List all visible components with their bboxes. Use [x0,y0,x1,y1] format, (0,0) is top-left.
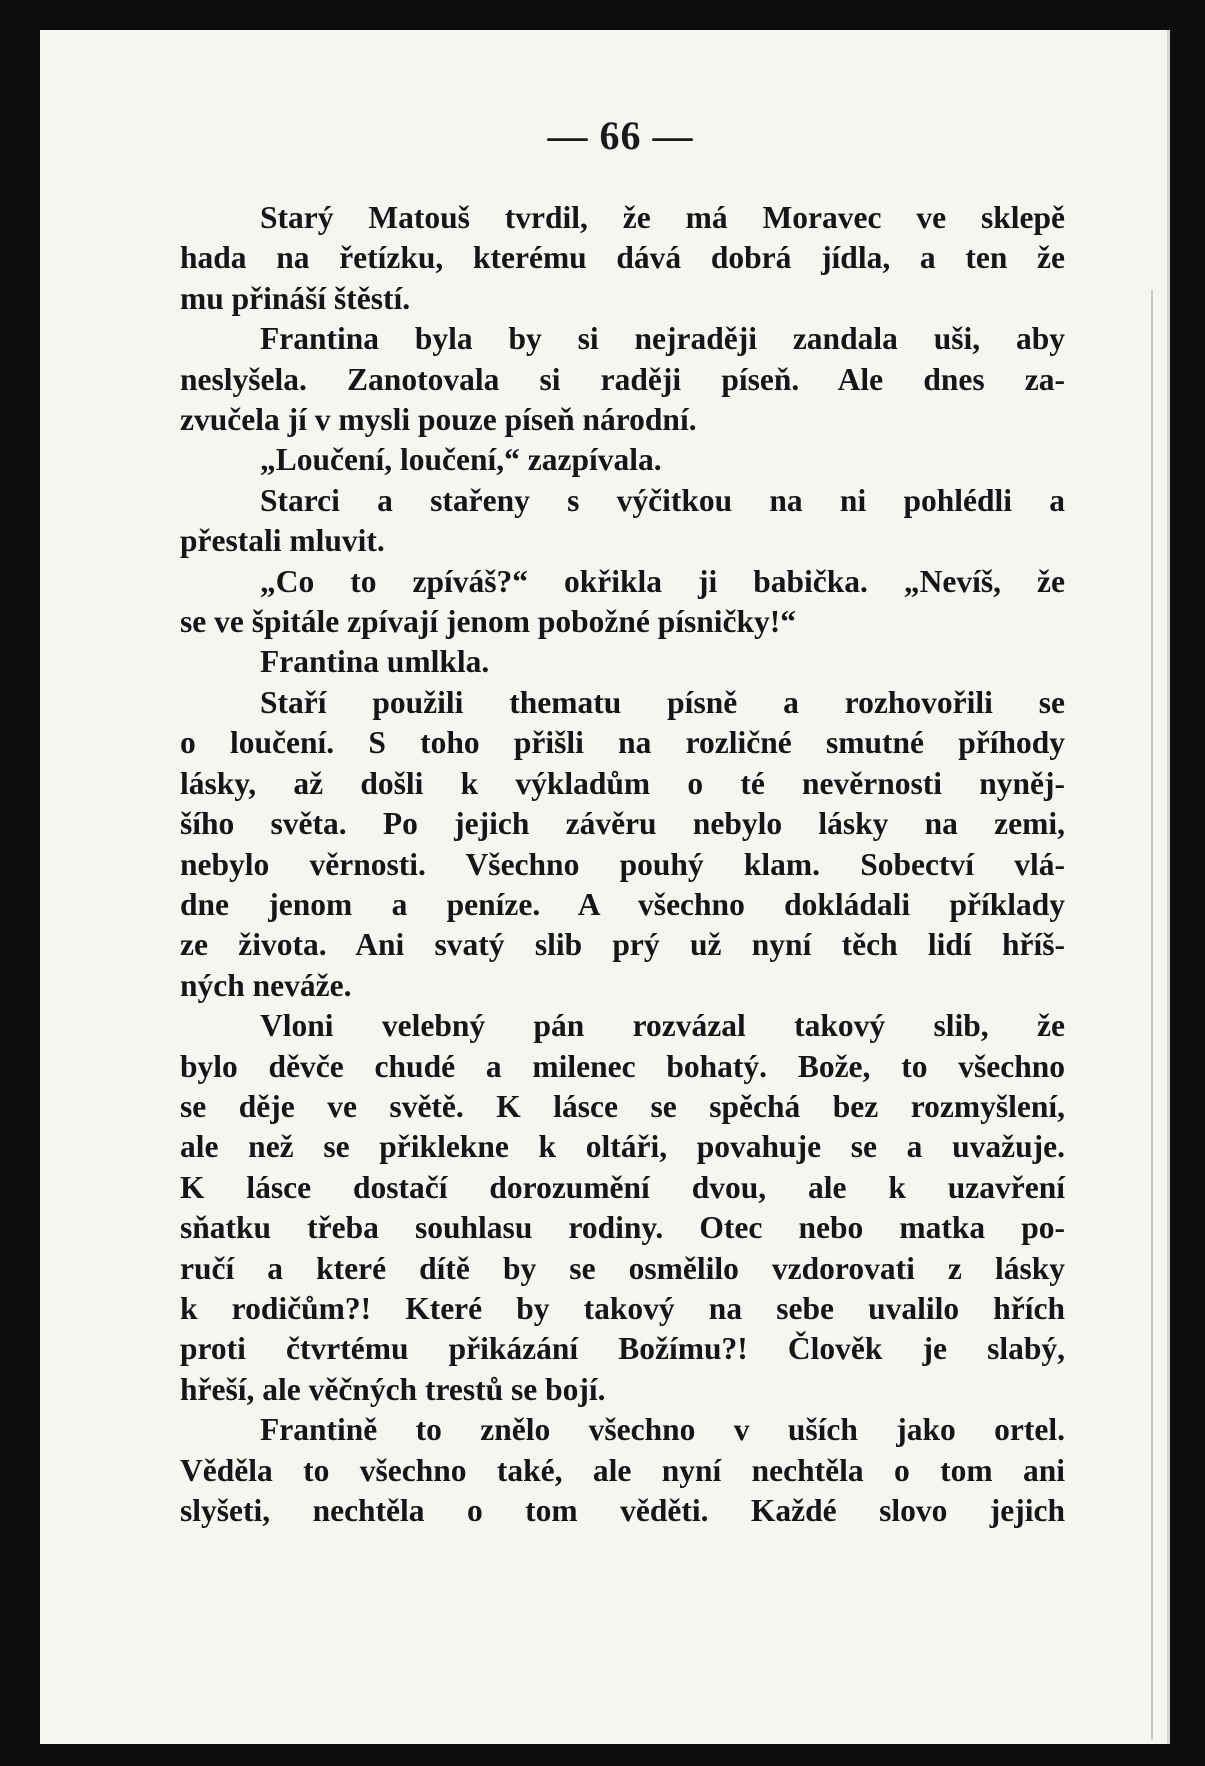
page-edge-shadow [1151,290,1153,1740]
text-line: ze života. Ani svatý slib prý už nyní těch lidí hříš- [180,927,1065,963]
text-line: hada na řetízku, kterému dává dobrá jídla, a ten že [180,240,1065,276]
text-line: slyšeti, nechtěla o tom věděti. Každé slovo jejich [180,1493,1065,1528]
text-line: mu přináší štěstí. [180,280,411,316]
text-line: šího světa. Po jejich závěru nebylo lásky na zemi, [180,806,1065,842]
text-line: se děje ve světě. K lásce se spěchá bez rozmyšlení, [180,1088,1065,1124]
text-line: „Co to zpíváš?“ okřikla ji babička. „Nevíš, že [260,563,1065,599]
text-line: Frantina byla by si nejraději zandala uši, aby [260,321,1065,357]
text-line: proti čtvrtému přikázání Božímu?! Člověk je slabý, [180,1331,1065,1367]
text-line: Starý Matouš tvrdil, že má Moravec ve sklepě [260,200,1065,235]
text-line: sňatku třeba souhlasu rodiny. Otec nebo matka po- [180,1210,1065,1246]
page-number: — 66 — [547,113,694,158]
text-line: Starci a stařeny s výčitkou na ni pohlédli a [260,482,1065,518]
text-line: ných neváže. [180,967,352,1003]
text-line: Vloni velebný pán rozvázal takový slib, že [260,1008,1065,1044]
text-line: ručí a které dítě by se osmělilo vzdorovati z lásky [180,1250,1065,1286]
text-line: neslyšela. Zanotovala si raději píseň. Ale dnes za- [180,361,1065,397]
text-line: Staří použili thematu písně a rozhovořili se [260,684,1065,720]
text-line: k rodičům?! Které by takový na sebe uvalilo hřích [180,1290,1065,1326]
text-line: „Loučení, loučení,“ zazpívala. [260,442,662,478]
text-line: zvučela jí v mysli pouze píseň národní. [180,402,697,438]
book-page [40,30,1170,1744]
body-text [180,198,1065,1531]
text-line: lásky, až došli k výkladům o té nevěrnosti nyněj- [180,765,1065,801]
text-line: Věděla to všechno také, ale nyní nechtěla o tom ani [180,1452,1065,1488]
text-line: Frantině to znělo všechno v uších jako ortel. [260,1412,1065,1448]
text-line: Frantina umlkla. [260,644,490,680]
text-line: se ve špitále zpívají jenom pobožné písničky!“ [180,604,797,640]
text-line: bylo děvče chudé a milenec bohatý. Bože, to všechno [180,1048,1065,1084]
text-line: ale než se přiklekne k oltáři, povahuje se a uvažuje. [180,1129,1065,1165]
text-line: přestali mluvit. [180,523,385,559]
text-line: K lásce dostačí dorozumění dvou, ale k uzavření [180,1169,1065,1205]
text-line: nebylo věrnosti. Všechno pouhý klam. Sobectví vlá- [180,846,1065,882]
text-line: hřeší, ale věčných trestů se bojí. [180,1371,606,1407]
text-line: o loučení. S toho přišli na rozličné smutné příhody [180,725,1065,761]
text-line: dne jenom a peníze. A všechno dokládali příklady [180,886,1065,922]
